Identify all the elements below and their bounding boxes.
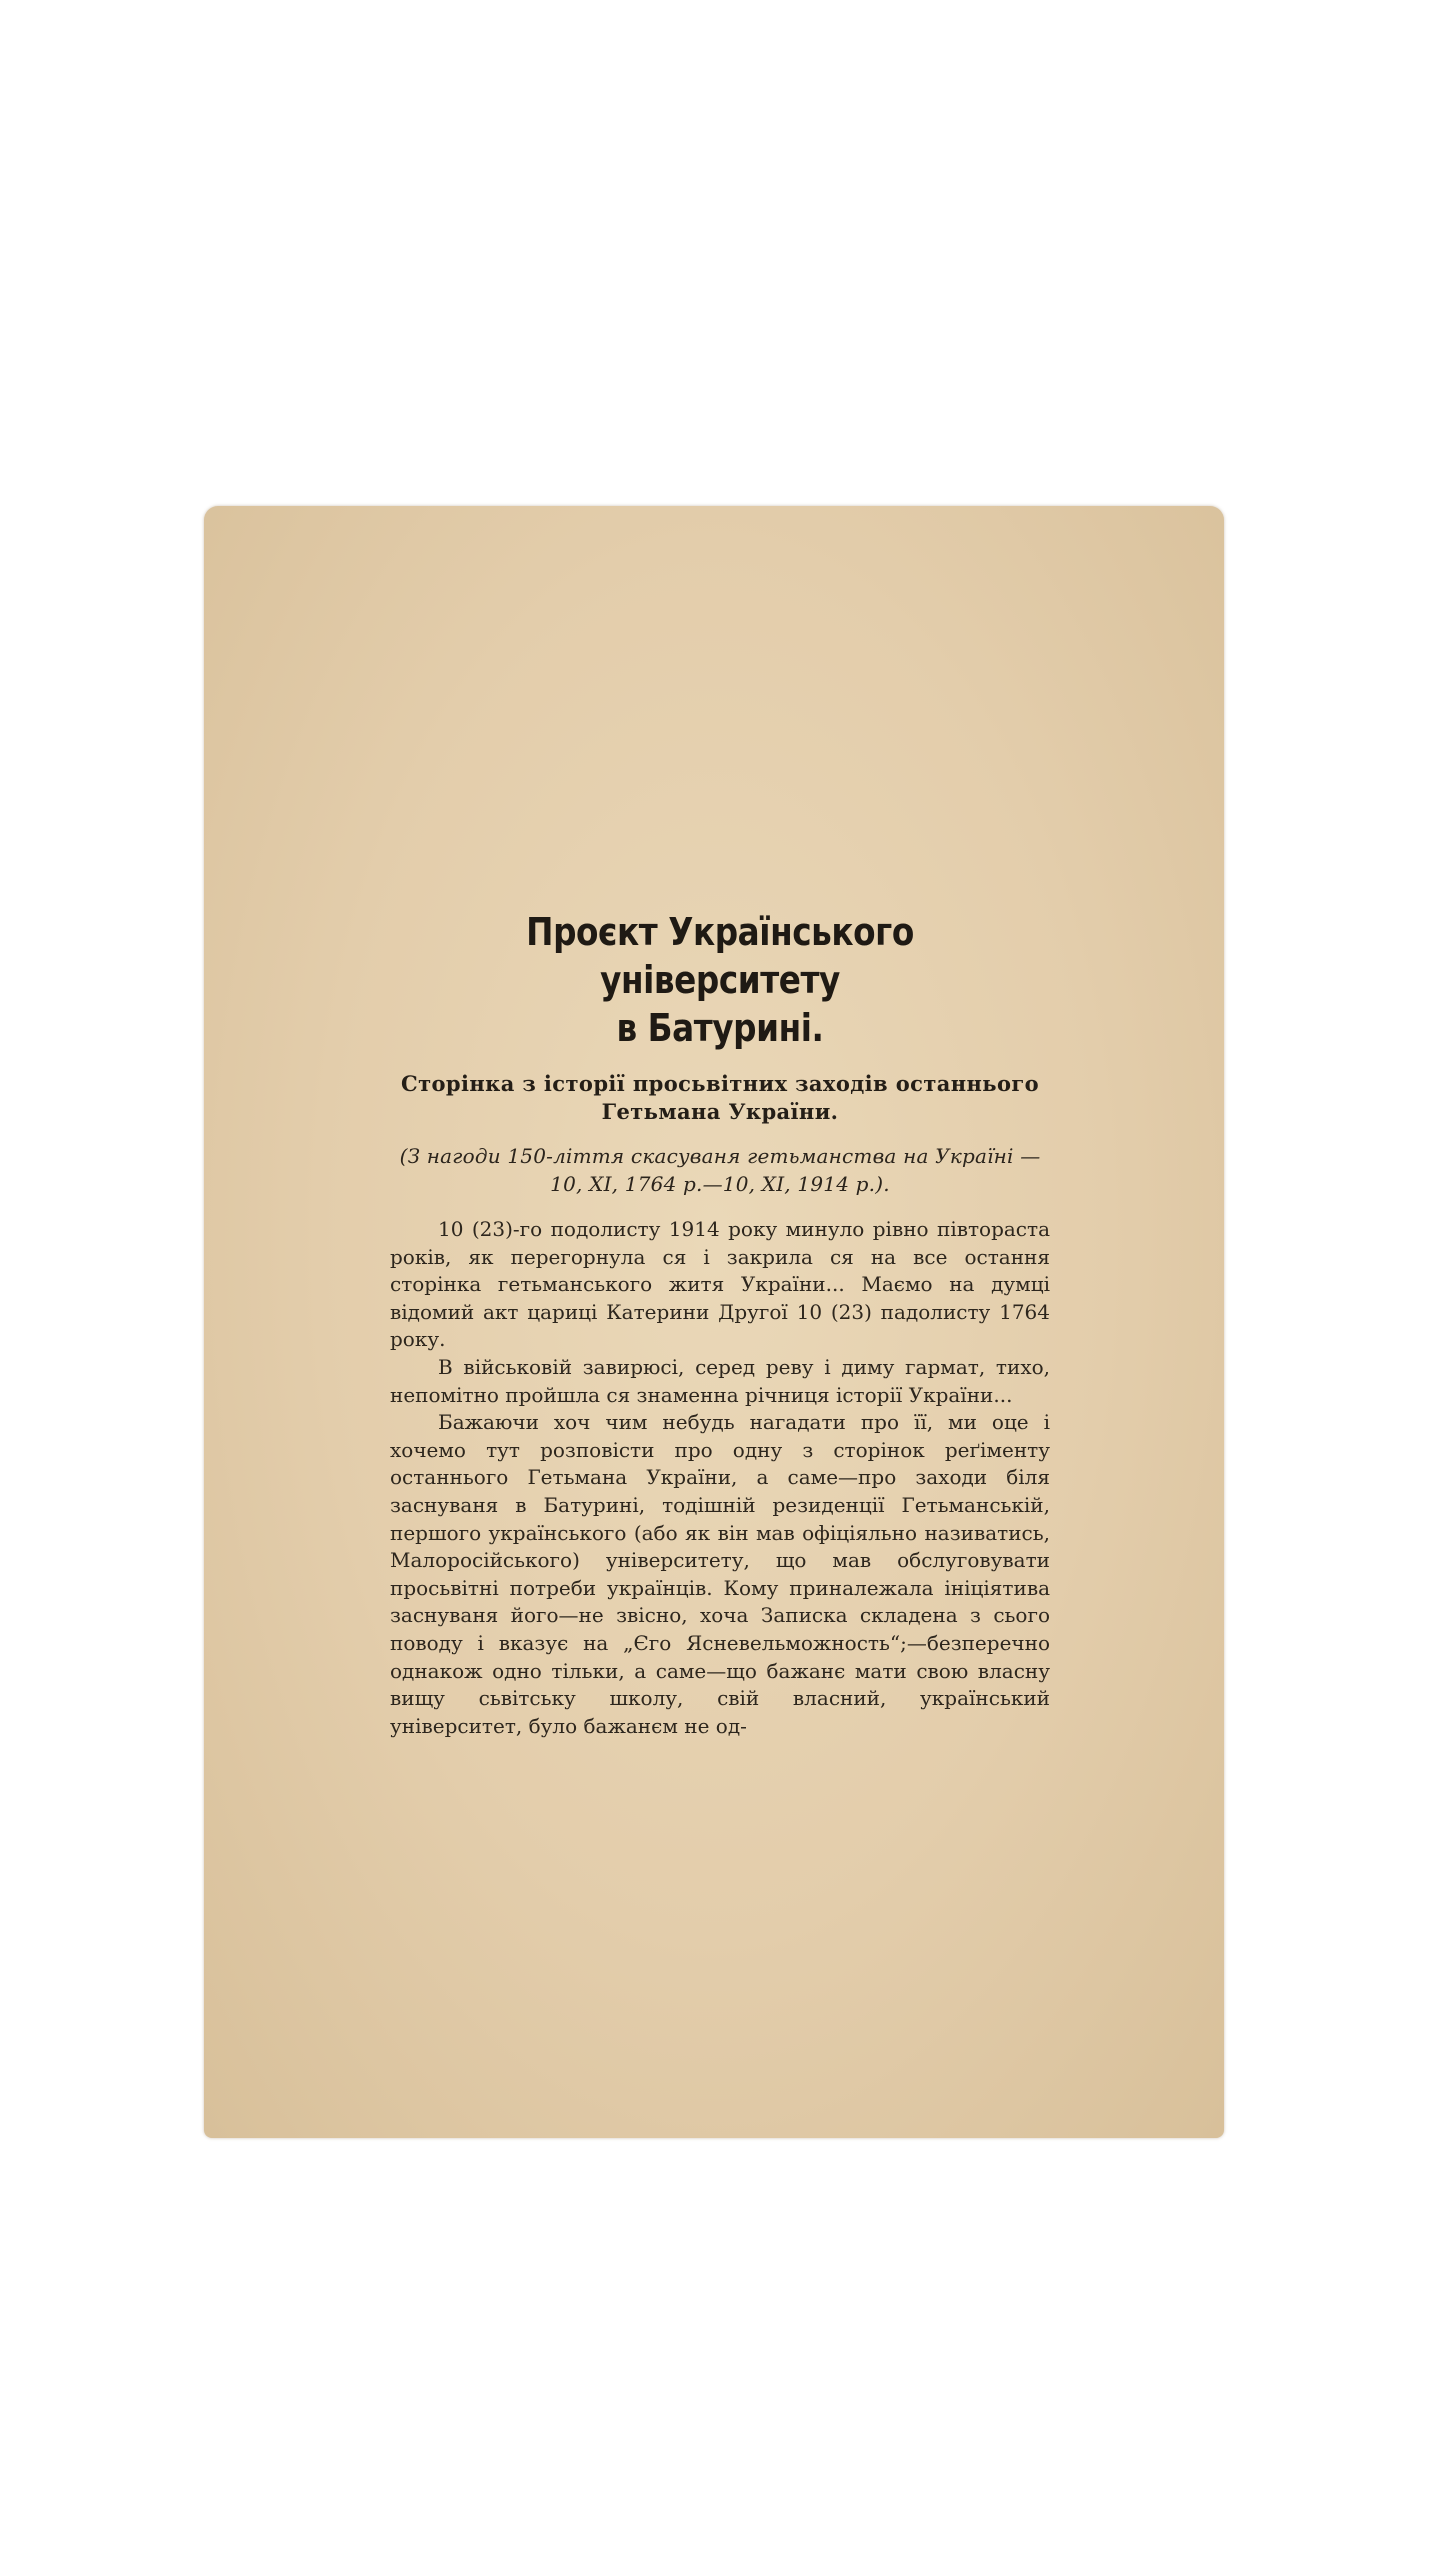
document-page [204, 506, 1224, 2138]
title-line-1: Проєкт Українського університету [526, 910, 914, 1002]
body-text [390, 1216, 1050, 1740]
title-line-2: в Батурині. [616, 1006, 824, 1050]
document-subtitle: Сторінка з історії просьвітних заходів останнього Гетьмана України. [400, 1071, 1040, 1124]
document-title [436, 908, 1004, 1052]
paragraph-1: 10 (23)-го подолисту 1914 року минуло рівно півтораста років, як перегорнула ся і закрила ся на все остання сторінка гетьманського житя України... Маємо на думці відомий акт цариці Катерини Другої 10 (23) падолисту 1764 року. [390, 1217, 1050, 1352]
paragraph-2: В військовій завирюсі, серед реву і диму гармат, тихо, непомітно пройшла ся знаменна річниця історії України... [390, 1354, 1050, 1407]
occasion-note: (З нагоди 150-ліття скасуваня гетьманства на Україні —10, XI, 1764 р.—10, XI, 1914 р.). [399, 1144, 1041, 1196]
paragraph-3: Бажаючи хоч чим небудь нагадати про її, ми оце і хочемо тут розповісти про одну з сторінок реґіменту останнього Гетьмана України, а саме—про заходи біля заснуваня в Батурині, тодішній резиденції Гетьманській, першого українського (або як він мав офіціяльно називатись, Малоросійського) університету, що мав обслуговувати просьвітні потреби українців. Кому приналежала ініціятива заснуваня його—не звісно, хоча Записка складена з сього поводу і вказує на „Єго Ясневельможность“;—безперечно однакож одно тільки, а саме—що бажанє мати свою власну вищу сьвітську школу, свій власний, український університет, було бажанєм не од- [390, 1410, 1050, 1738]
page-content [390, 908, 1050, 1740]
